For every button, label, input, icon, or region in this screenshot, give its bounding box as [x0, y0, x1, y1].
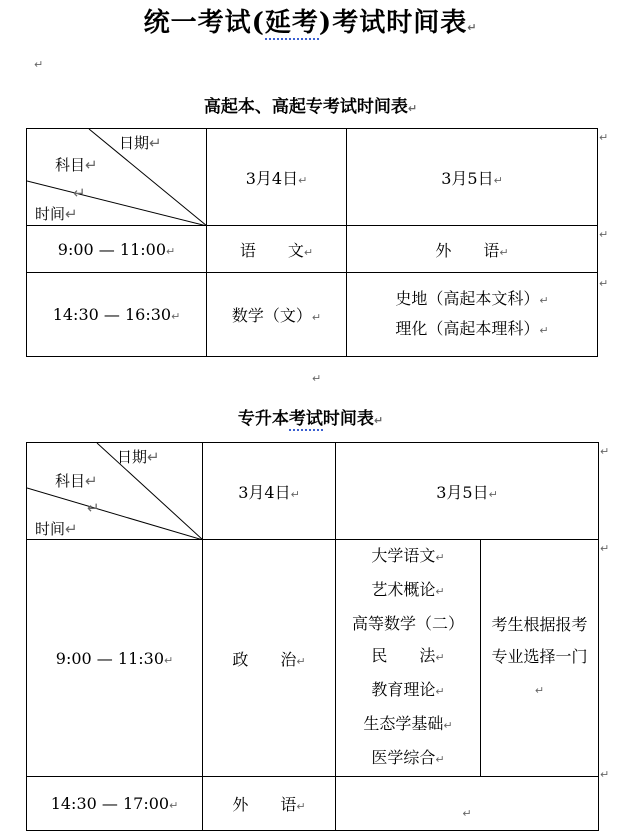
list-item: 理化（高起本理科）↵ [395, 318, 549, 338]
section-title-2-text-end: 时间表 [322, 409, 374, 429]
list-item: 高等数学（二） [351, 614, 464, 633]
paragraph-mark-icon: ↵ [600, 768, 610, 781]
day-header-cell: 3月5日↵ [336, 443, 599, 540]
time-cell: 14:30 — 16:30↵ [27, 273, 207, 357]
title-text-end: )考试时间表 [318, 8, 468, 38]
table-row [27, 226, 598, 273]
diagonal-header-cell [27, 129, 207, 226]
schedule-table-2 [26, 442, 599, 831]
document-title [0, 2, 621, 39]
section-title-2 [0, 404, 621, 429]
subject-cell: 政 治↵ [203, 540, 336, 777]
note-text: 考生根据报考专业选择一门↵ [491, 615, 588, 697]
day-header-cell: 3月4日↵ [203, 443, 336, 540]
day-header-cell: 3月5日↵ [347, 129, 598, 226]
paragraph-mark-icon: ↵ [373, 414, 384, 427]
list-item: 教育理论↵ [371, 680, 445, 699]
time-cell: 9:00 — 11:00↵ [27, 226, 207, 273]
section-title-1-text: 高起本、高起专考试时间表 [203, 97, 408, 117]
section-title-2-marked: 考试 [288, 409, 323, 429]
section-title-2-text: 专升本 [237, 409, 289, 429]
paragraph-mark-icon: ↵ [600, 542, 610, 555]
paragraph-mark-icon: ↵ [599, 228, 609, 241]
paragraph-mark-icon: ↵ [312, 372, 322, 385]
time-cell: 9:00 — 11:30↵ [27, 540, 203, 777]
list-item: 医学综合↵ [371, 748, 445, 767]
day-header-cell: 3月4日↵ [207, 129, 347, 226]
subject-cell: 数学（文）↵ [207, 273, 347, 357]
list-item: 史地（高起本文科）↵ [395, 288, 549, 308]
empty-cell: ↵ [336, 777, 599, 831]
title-text-marked: 延考 [264, 8, 319, 38]
table-header-row [27, 443, 599, 540]
header-time-label: 时间↵ [35, 205, 78, 223]
header-subject-label: 科目↵ [55, 472, 98, 490]
subject-cell [347, 273, 598, 357]
table-row [27, 777, 599, 831]
paragraph-mark-icon: ↵ [407, 102, 418, 115]
subject-list-cell [336, 540, 481, 777]
time-cell: 14:30 — 17:00↵ [27, 777, 203, 831]
list-item: 生态学基础↵ [363, 714, 453, 733]
subject-cell: 外 语↵ [347, 226, 598, 273]
title-text-start: 统一考试( [143, 8, 265, 38]
header-date-label: 日期↵ [119, 134, 162, 152]
schedule-table-1 [26, 128, 598, 357]
table-row [27, 540, 599, 777]
paragraph-mark-icon: ↵ [467, 21, 478, 34]
paragraph-mark-icon: ↵ [599, 277, 609, 290]
paragraph-mark-icon: ↵ [87, 499, 100, 517]
header-subject-label: 科目↵ [55, 156, 98, 174]
table-header-row [27, 129, 598, 226]
list-item: 艺术概论↵ [371, 580, 445, 599]
subject-cell: 外 语↵ [203, 777, 336, 831]
subject-cell: 语 文↵ [207, 226, 347, 273]
paragraph-mark-icon: ↵ [600, 445, 610, 458]
list-item: 民 法↵ [371, 646, 445, 665]
paragraph-mark-icon: ↵ [73, 184, 86, 202]
header-time-label: 时间↵ [35, 520, 78, 538]
diagonal-header-cell [27, 443, 203, 540]
note-cell [481, 540, 599, 777]
table-row [27, 273, 598, 357]
section-title-1 [0, 92, 621, 117]
paragraph-mark-icon: ↵ [34, 58, 44, 71]
list-item: 大学语文↵ [371, 546, 445, 565]
header-date-label: 日期↵ [117, 448, 160, 466]
paragraph-mark-icon: ↵ [599, 131, 609, 144]
